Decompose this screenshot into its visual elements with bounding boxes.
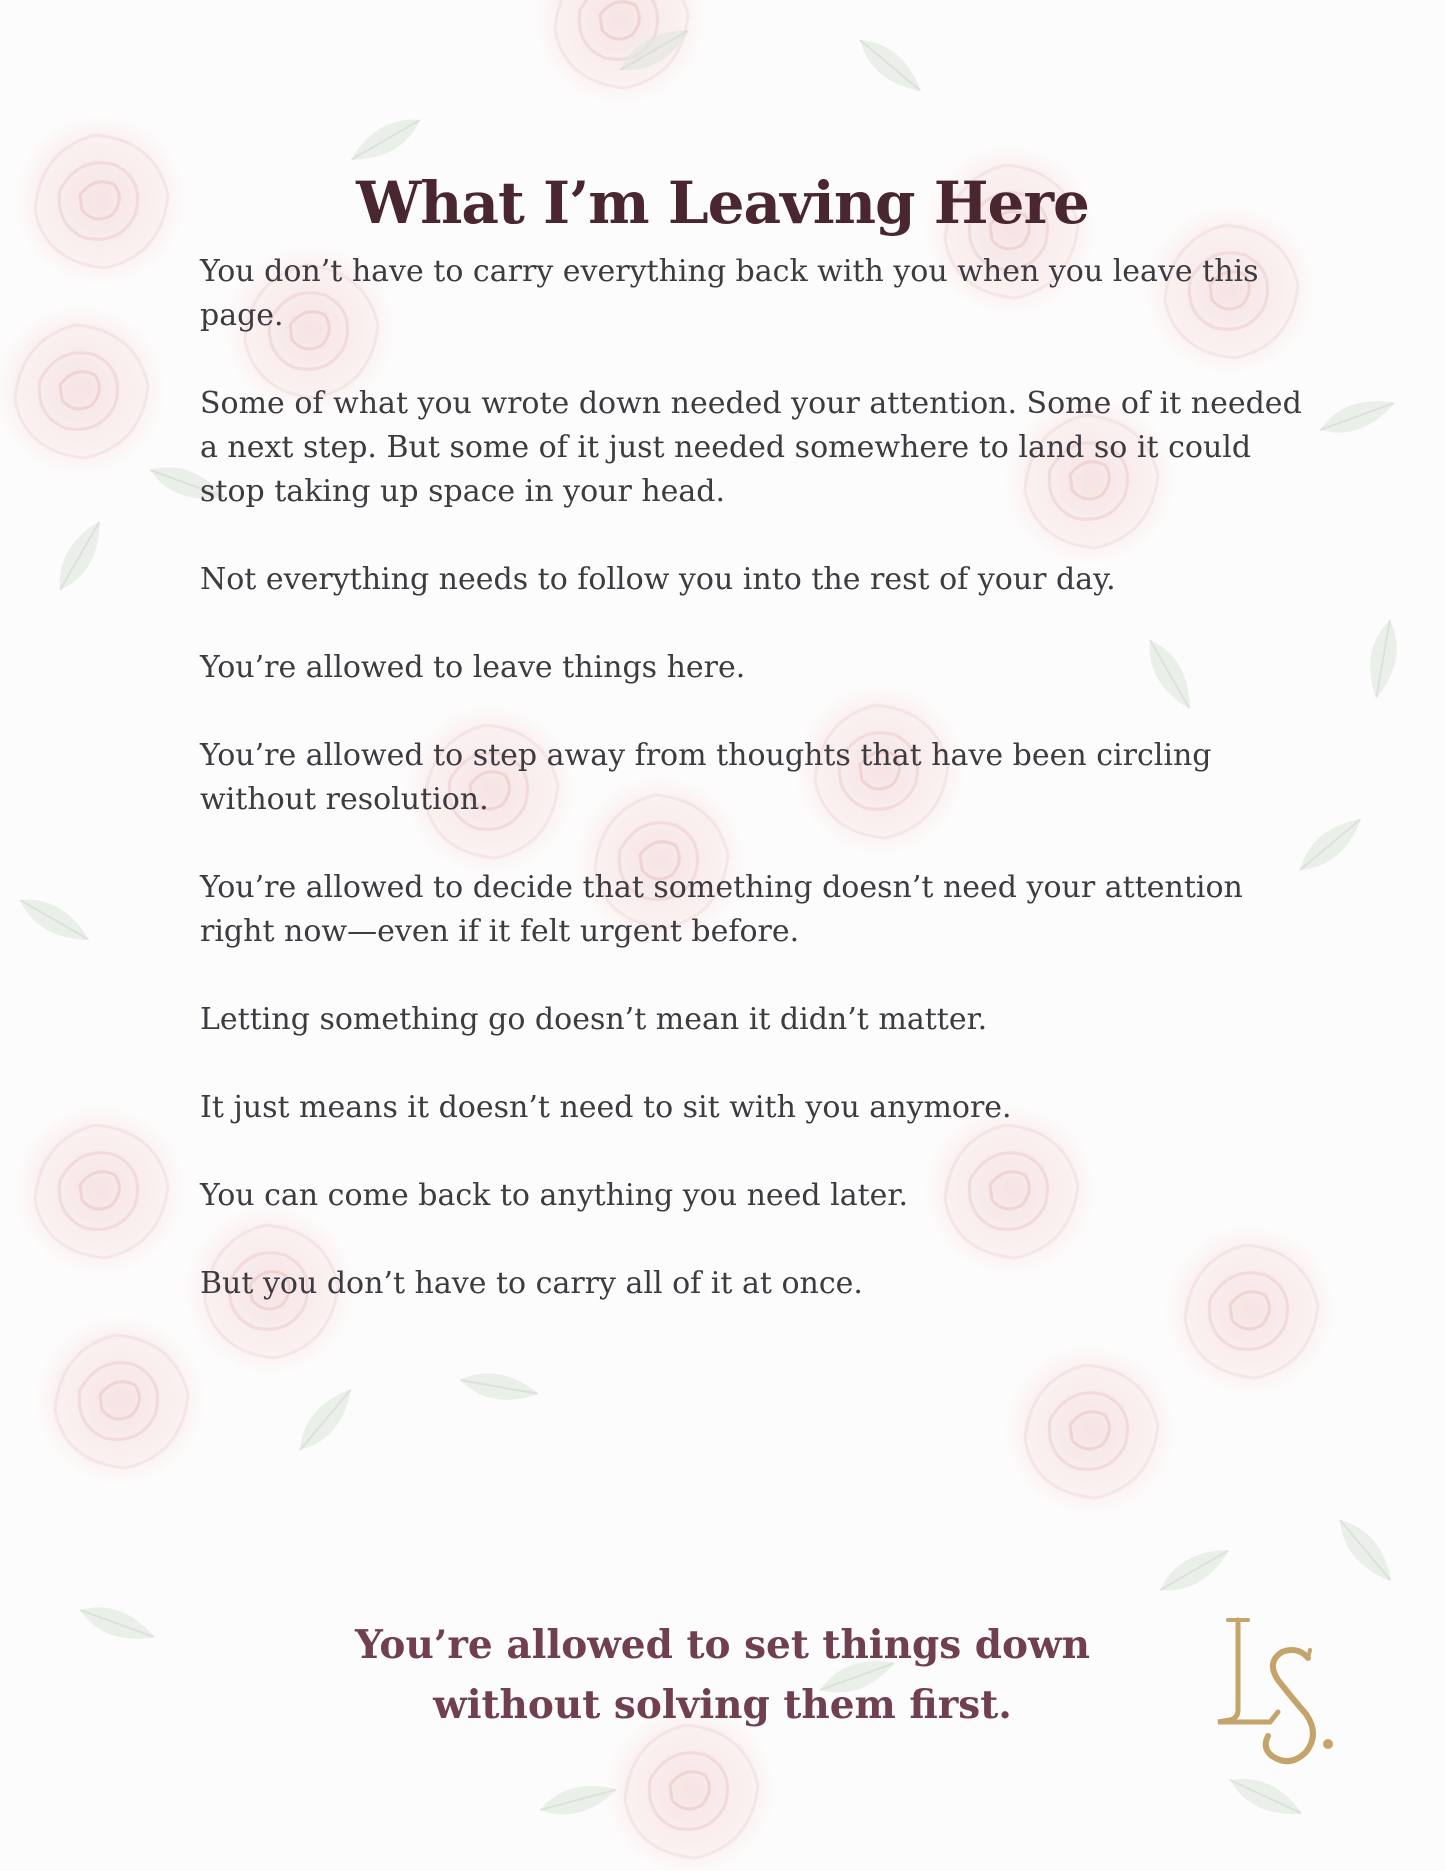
paragraph: Letting something go doesn’t mean it didn’t matter. — [200, 1002, 988, 1037]
paragraph: Not everything needs to follow you into the rest of your day. — [200, 562, 1116, 597]
paragraph: You’re allowed to decide that something doesn’t need your attention right now—even if it felt urgent before. — [200, 870, 1243, 949]
paragraph: Some of what you wrote down needed your attention. Some of it needed a next step. But some of it just needed somewhere to land so it could stop taking up space in your head. — [200, 386, 1302, 509]
paragraph: But you don’t have to carry all of it at once. — [200, 1266, 863, 1301]
closing-line-2: without solving them first. — [433, 1682, 1012, 1728]
paragraph: You don’t have to carry everything back with you when you leave this page. — [200, 254, 1259, 333]
ls-logo-icon — [1210, 1610, 1350, 1780]
paragraph: You can come back to anything you need later. — [200, 1178, 909, 1213]
paragraph: You’re allowed to leave things here. — [200, 650, 746, 685]
body-text — [200, 250, 1315, 1350]
paragraph: You’re allowed to step away from thoughts that have been circling without resolution. — [200, 738, 1212, 817]
page-title: What I’m Leaving Here — [356, 169, 1089, 237]
closing-line-1: You’re allowed to set things down — [354, 1622, 1090, 1668]
paragraph: It just means it doesn’t need to sit with you anymore. — [200, 1090, 1012, 1125]
